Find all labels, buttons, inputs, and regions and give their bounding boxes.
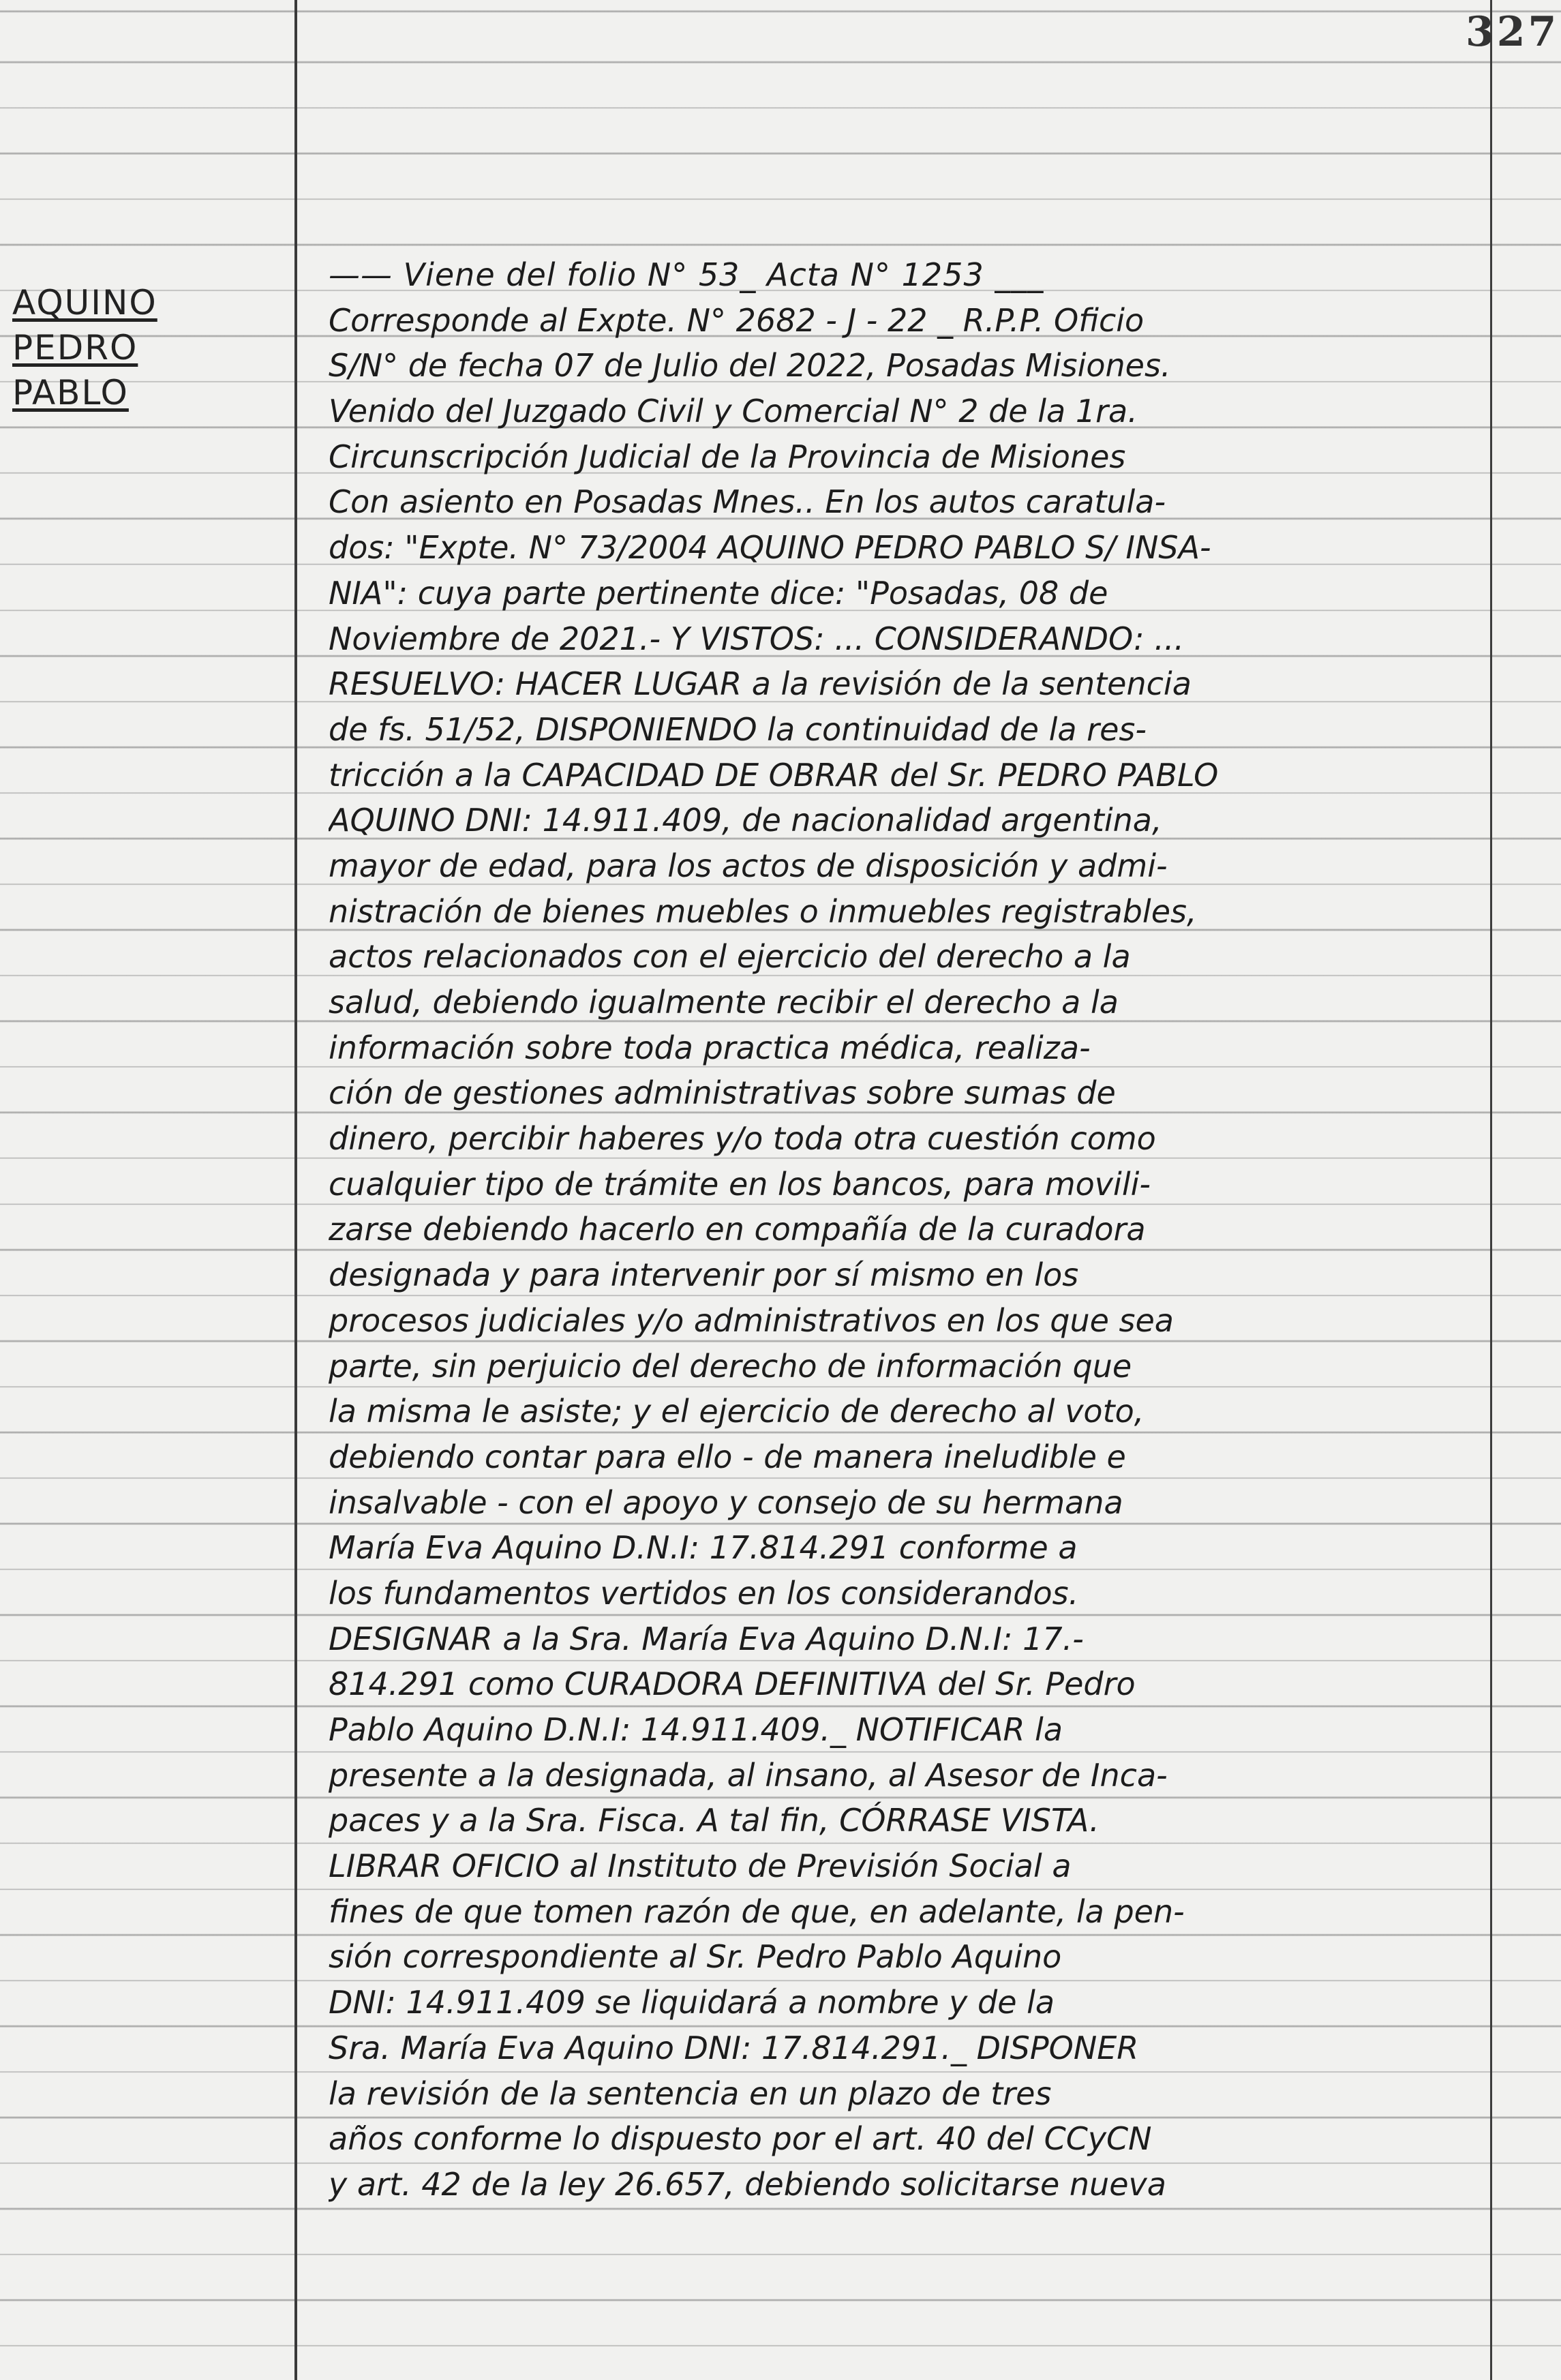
- text-line: AQUINO DNI: 14.911.409, de nacionalidad argentina,: [329, 802, 1162, 839]
- text-line: dinero, percibir haberes y/o toda otra cuestión como: [329, 1120, 1156, 1158]
- text-line: la revisión de la sentencia en un plazo de tres: [329, 2075, 1052, 2112]
- text-line: presente a la designada, al insano, al Asesor de Inca-: [329, 1756, 1168, 1794]
- text-line: dos: "Expte. N° 73/2004 AQUINO PEDRO PABLO S/ INSA-: [329, 529, 1211, 567]
- text-line: sión correspondiente al Sr. Pedro Pablo Aquino: [329, 1938, 1062, 1976]
- text-line: los fundamentos vertidos en los considerandos.: [329, 1574, 1079, 1612]
- left-margin-rule: [294, 0, 297, 2380]
- text-line: mayor de edad, para los actos de disposición y admi-: [329, 847, 1168, 884]
- text-line: Corresponde al Expte. N° 2682 - J - 22 _ R.P.P. Oficio: [329, 301, 1145, 339]
- text-line: de fs. 51/52, DISPONIENDO la continuidad de la res-: [329, 710, 1147, 748]
- handwritten-entry: [329, 252, 1487, 2208]
- text-line: parte, sin perjuicio del derecho de información que: [329, 1347, 1132, 1385]
- page-number: 327: [1466, 8, 1560, 56]
- text-line: DESIGNAR a la Sra. María Eva Aquino D.N.I: 17.-: [329, 1620, 1084, 1657]
- text-line: insalvable - con el apoyo y consejo de su hermana: [329, 1483, 1123, 1521]
- margin-first-name: PEDRO: [12, 328, 138, 367]
- margin-middle-name: PABLO: [12, 373, 129, 412]
- text-line: S/N° de fecha 07 de Julio del 2022, Posadas Misiones.: [329, 347, 1171, 385]
- text-line: tricción a la CAPACIDAD DE OBRAR del Sr. PEDRO PABLO: [329, 756, 1219, 794]
- entry-body: [329, 298, 1487, 2208]
- entry-heading: —— Viene del folio N° 53_ Acta N° 1253 ___: [329, 256, 1044, 293]
- text-line: 814.291 como CURADORA DEFINITIVA del Sr. Pedro: [329, 1666, 1136, 1703]
- text-line: Pablo Aquino D.N.I: 14.911.409._ NOTIFICAR la: [329, 1711, 1063, 1748]
- text-line: procesos judiciales y/o administrativos en los que sea: [329, 1301, 1174, 1339]
- text-line: fines de que tomen razón de que, en adelante, la pen-: [329, 1893, 1185, 1930]
- text-line: debiendo contar para ello - de manera ineludible e: [329, 1438, 1126, 1475]
- text-line: Venido del Juzgado Civil y Comercial N° 2 de la 1ra.: [329, 393, 1138, 430]
- text-line: paces y a la Sra. Fisca. A tal fin, CÓRRASE VISTA.: [329, 1802, 1100, 1839]
- margin-surname: AQUINO: [12, 283, 157, 322]
- text-line: Sra. María Eva Aquino DNI: 17.814.291._ DISPONER: [329, 2029, 1139, 2066]
- text-line: RESUELVO: HACER LUGAR a la revisión de la sentencia: [329, 665, 1192, 703]
- text-line: zarse debiendo hacerlo en compañía de la curadora: [329, 1211, 1146, 1248]
- text-line: cualquier tipo de trámite en los bancos, para movili-: [329, 1165, 1151, 1203]
- text-line: ción de gestiones administrativas sobre sumas de: [329, 1074, 1116, 1112]
- right-margin-rule: [1490, 0, 1492, 2380]
- margin-name-block: [12, 282, 230, 417]
- text-line: Con asiento en Posadas Mnes.. En los autos caratula-: [329, 483, 1166, 521]
- text-line: información sobre toda practica médica, realiza-: [329, 1029, 1091, 1066]
- text-line: la misma le asiste; y el ejercicio de derecho al voto,: [329, 1393, 1145, 1430]
- text-line: años conforme lo dispuesto por el art. 40 del CCyCN: [329, 2120, 1152, 2158]
- text-line: nistración de bienes muebles o inmuebles registrables,: [329, 892, 1197, 930]
- text-line: LIBRAR OFICIO al Instituto de Previsión Social a: [329, 1848, 1072, 1885]
- text-line: Circunscripción Judicial de la Provincia de Misiones: [329, 438, 1126, 475]
- text-line: DNI: 14.911.409 se liquidará a nombre y de la: [329, 1984, 1055, 2021]
- text-line: y art. 42 de la ley 26.657, debiendo solicitarse nueva: [329, 2165, 1166, 2203]
- text-line: María Eva Aquino D.N.I: 17.814.291 conforme a: [329, 1529, 1078, 1567]
- text-line: actos relacionados con el ejercicio del derecho a la: [329, 938, 1131, 976]
- text-line: designada y para intervenir por sí mismo en los: [329, 1256, 1079, 1294]
- text-line: salud, debiendo igualmente recibir el derecho a la: [329, 984, 1119, 1021]
- text-line: NIA": cuya parte pertinente dice: "Posadas, 08 de: [329, 574, 1108, 612]
- text-line: Noviembre de 2021.- Y VISTOS: ... CONSIDERANDO: ...: [329, 620, 1185, 657]
